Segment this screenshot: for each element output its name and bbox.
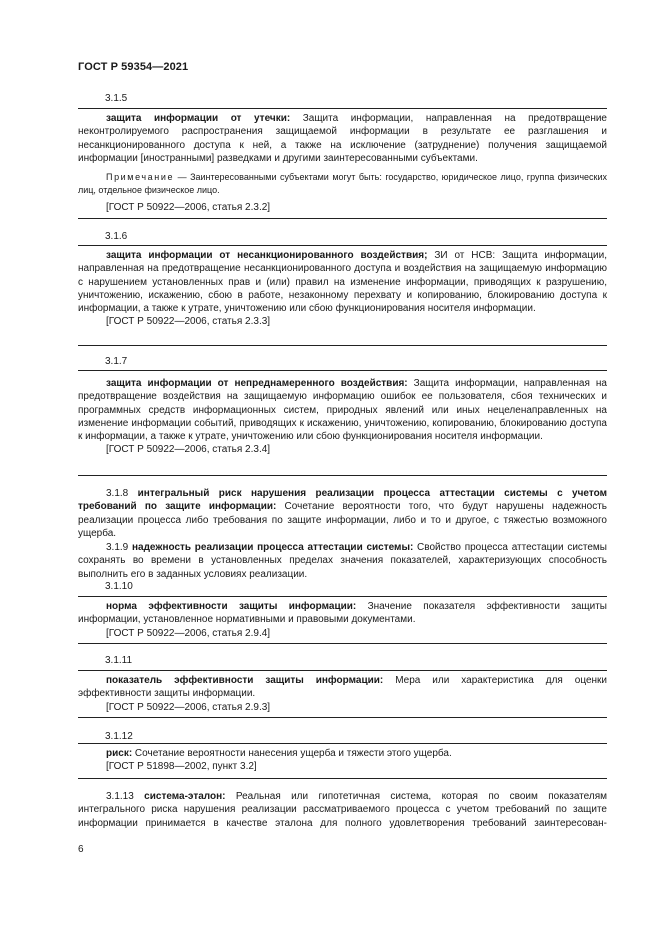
clause-text: 3.1.13 система-эталон: Реальная или гипотетичная система, которая по своим показателям интегрального риска нарушения реализации рассматриваемого процесса с учетом требований по защите информации принимается в качестве эталона для полного удовлетворения требований заинтересован- [78, 791, 607, 829]
reference: [ГОСТ Р 50922—2006, статья 2.3.3] [106, 316, 271, 328]
clause-number-3-1-7: 3.1.7 [105, 356, 128, 367]
definition-text: риск: Сочетание вероятности нанесения ущерба и тяжести этого ущерба. [106, 748, 452, 759]
clause-number-3-1-12: 3.1.12 [105, 731, 133, 742]
reference: [ГОСТ Р 50922—2006, статья 2.9.3] [106, 701, 271, 713]
definition-text: защита информации от несанкционированного воздействия; ЗИ от НСВ: Защита информации, направленная на предотвращение несанкционированного доступа и воздействия на защищаемую информацию с нарушением установленных прав и (или) правил на изменение информации, приводящих к разрушению, уничтожению, искажению, сбою в работе, незаконному перехвату и копированию, блокированию доступа к информации, а также к утрате, уничтожению или сбою функционирования носителя информации. [78, 250, 607, 315]
clause-number-3-1-10: 3.1.10 [105, 581, 133, 592]
term: риск: [106, 748, 133, 759]
term: защита информации от несанкционированного воздействия; [106, 250, 428, 261]
definition-box-3-1-5 [78, 108, 607, 219]
clause-number-3-1-11: 3.1.11 [105, 655, 133, 666]
definition-box-3-1-11 [78, 670, 607, 718]
reference: [ГОСТ Р 50922—2006, статья 2.3.4] [106, 444, 271, 456]
definition-text: норма эффективности защиты информации: Значение показателя эффективности защиты информации, установленное нормативными и правовыми документами. [78, 601, 607, 626]
note-text: Примечание — Заинтересованными субъектами могут быть: государство, юридическое лицо, группа физических лиц, отдельное физическое лицо. [78, 172, 607, 195]
clause-3-1-9 [78, 541, 607, 581]
term: защита информации от утечки: [106, 113, 291, 124]
clause-3-1-8 [78, 487, 607, 540]
clause-number-3-1-6: 3.1.6 [105, 231, 128, 242]
reference: [ГОСТ Р 50922—2006, статья 2.3.2] [106, 202, 271, 214]
term: интегральный риск нарушения реализации процесса аттестации системы с учетом требований по защите информации: [78, 488, 607, 513]
definition-text: защита информации от непреднамеренного воздействия: Защита информации, направленная на предотвращение воздействия на защищаемую информацию ошибок ее пользователя, сбоя технических и программных средств информационных систем, природных явлений или иных нецеленаправленных на изменение информации событий, приводящих к искажению, уничтожению, копированию, блокированию доступа к информации, а также к утрате, уничтожению или сбою функционирования носителя информации. [78, 378, 607, 443]
definition-box-3-1-6 [78, 245, 607, 346]
definition-box-3-1-7 [78, 370, 607, 476]
term: система-эталон: [144, 791, 226, 802]
reference: [ГОСТ Р 50922—2006, статья 2.9.4] [106, 627, 271, 639]
standard-header: ГОСТ Р 59354—2021 [78, 61, 189, 73]
definition-box-3-1-10 [78, 596, 607, 644]
page-number: 6 [78, 844, 84, 855]
clause-text: 3.1.8 интегральный риск нарушения реализации процесса аттестации системы с учетом требований по защите информации: Сочетание вероятности того, что будут нарушены надежность реализации процесса либо требования по защите информации, либо и то и другое, с тяжестью возможного ущерба. [78, 488, 607, 539]
term: норма эффективности защиты информации: [106, 601, 357, 612]
term: показатель эффективности защиты информации: [106, 675, 384, 686]
definition-text: защита информации от утечки: Защита информации, направленная на предотвращение неконтролируемого распространения защищаемой информации в результате ее разглашения и несанкционированного доступа к ней, а также на исключение (затруднение) получения защищаемой информации [иностранными] разведками и другими заинтересованными субъектами. [78, 113, 607, 164]
clause-number-3-1-5: 3.1.5 [105, 93, 128, 104]
clause-text: 3.1.9 надежность реализации процесса аттестации системы: Свойство процесса аттестации системы сохранять во времени в установленных пределах значения показателей, характеризующих способность выполнить его в заданных условиях реализации. [78, 542, 607, 580]
term: защита информации от непреднамеренного воздействия: [106, 378, 408, 389]
term: надежность реализации процесса аттестации системы: [131, 542, 414, 553]
reference: [ГОСТ Р 51898—2002, пункт 3.2] [106, 761, 257, 773]
definition-text: показатель эффективности защиты информации: Мера или характеристика для оценки эффективности защиты информации. [78, 675, 608, 700]
definition-box-3-1-12 [78, 743, 607, 779]
note-label: Примечание [106, 172, 175, 183]
clause-3-1-13 [78, 790, 607, 830]
